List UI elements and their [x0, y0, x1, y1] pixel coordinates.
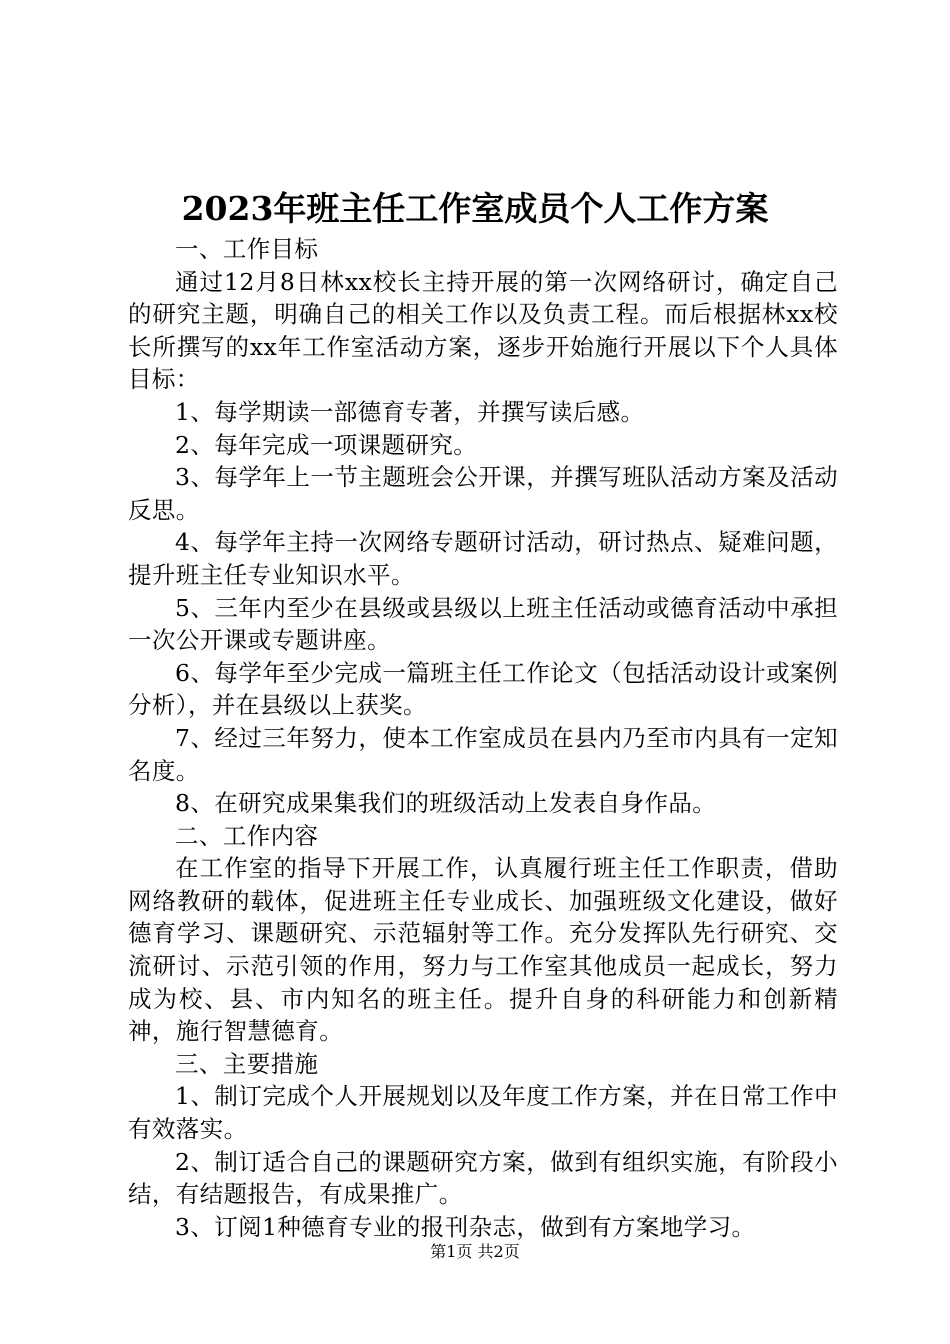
document-body — [128, 233, 838, 1243]
goal-item-1: 1、每学期读一部德育专著，并撰写读后感。 — [175, 397, 645, 426]
measure-item-2: 2、制订适合自己的课题研究方案，做到有组织实施，有阶段小结，有结题报告，有成果推广。 — [128, 1147, 838, 1209]
goal-item-8: 8、在研究成果集我们的班级活动上发表自身作品。 — [175, 789, 717, 818]
goal-item-7: 7、经过三年努力，使本工作室成员在县内乃至市内具有一定知名度。 — [128, 723, 838, 785]
goal-item-5: 5、三年内至少在县级或县级以上班主任活动或德育活动中承担一次公开课或专题讲座。 — [128, 593, 838, 655]
goal-item-6: 6、每学年至少完成一篇班主任工作论文（包括活动设计或案例分析），并在县级以上获奖。 — [128, 658, 838, 720]
section-heading-content: 二、工作内容 — [175, 821, 319, 850]
document-title: 2023年班主任工作室成员个人工作方案 — [181, 189, 769, 228]
paragraph-content: 在工作室的指导下开展工作，认真履行班主任工作职责，借助网络教研的载体，促进班主任专业成长、加强班级文化建设，做好德育学习、课题研究、示范辐射等工作。充分发挥队先行研究、交流研讨、示范引领的作用，努力与工作室其他成员一起成长，努力成为校、县、市内知名的班主任。提升自身的科研能力和创新精神，施行智慧德育。 — [128, 854, 838, 1046]
section-heading-goals: 一、工作目标 — [175, 235, 319, 263]
page-number-footer: 第1页 共2页 — [430, 1242, 520, 1261]
measure-item-3: 3、订阅1种德育专业的报刊杂志，做到有方案地学习。 — [175, 1212, 756, 1241]
goal-item-3: 3、每学年上一节主题班会公开课，并撰写班队活动方案及活动反思。 — [128, 463, 838, 524]
paragraph-intro: 通过12月8日林xx校长主持开展的第一次网络研讨，确定自己的研究主题，明确自己的相关工作以及负责工程。而后根据林xx校长所撰写的xx年工作室活动方案，逐步开始施行开展以下个人具体目标： — [128, 267, 838, 394]
goal-item-4: 4、每学年主持一次网络专题研讨活动，研讨热点、疑难问题，提升班主任专业知识水平。 — [128, 528, 838, 589]
measure-item-1: 1、制订完成个人开展规划以及年度工作方案，并在日常工作中有效落实。 — [128, 1082, 838, 1144]
section-heading-measures: 三、主要措施 — [175, 1049, 319, 1078]
goal-item-2: 2、每年完成一项课题研究。 — [175, 430, 478, 459]
